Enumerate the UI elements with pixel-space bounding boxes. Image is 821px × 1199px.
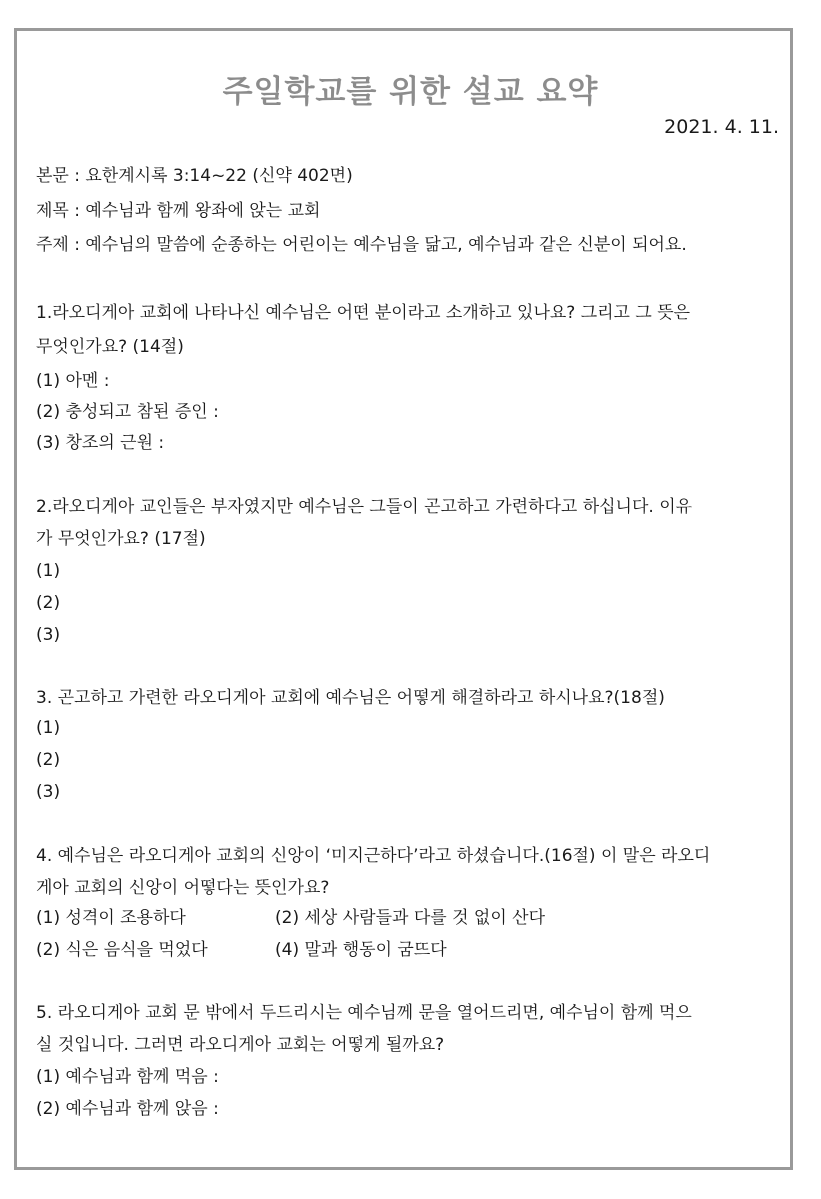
question-5-line-2: 실 것입니다. 그러면 라오디게아 교회는 어떻게 될까요? [36, 1035, 445, 1055]
scripture-reference: 본문 : 요한계시록 3:14~22 (신약 402면) [36, 166, 353, 186]
sermon-subject: 제목 : 예수님과 함께 왕좌에 앉는 교회 [36, 201, 321, 221]
question-2-item: (3) [36, 625, 61, 645]
question-2-item: (1) [36, 561, 61, 581]
question-4-option: (2) 식은 음식을 먹었다 [36, 940, 208, 960]
document-date: 2021. 4. 11. [664, 116, 779, 138]
question-4-line-2: 게아 교회의 신앙이 어떻다는 뜻인가요? [36, 878, 330, 898]
question-5-item: (1) 예수님과 함께 먹음 : [36, 1067, 219, 1087]
question-1-item: (3) 창조의 근원 : [36, 433, 165, 453]
question-2-item: (2) [36, 593, 61, 613]
question-4-line-1: 4. 예수님은 라오디게아 교회의 신앙이 ‘미지근하다’라고 하셨습니다.(16절) 이 말은 라오디 [36, 846, 711, 866]
sermon-theme: 주제 : 예수님의 말씀에 순종하는 어린이는 예수님을 닮고, 예수님과 같은 신분이 되어요. [36, 235, 687, 255]
question-1-line-1: 1.라오디게아 교회에 나타나신 예수님은 어떤 분이라고 소개하고 있나요? 그리고 그 뜻은 [36, 303, 691, 323]
question-3-item: (2) [36, 750, 61, 770]
question-1-item: (1) 아멘 : [36, 371, 110, 391]
question-1-item: (2) 충성되고 참된 증인 : [36, 402, 219, 422]
question-2-line-2: 가 무엇인가요? (17절) [36, 529, 206, 549]
question-2-line-1: 2.라오디게아 교인들은 부자였지만 예수님은 그들이 곤고하고 가련하다고 하십니다. 이유 [36, 497, 693, 517]
question-3-line-1: 3. 곤고하고 가련한 라오디게아 교회에 예수님은 어떻게 해결하라고 하시나요?(18절) [36, 688, 665, 708]
question-4-option: (2) 세상 사람들과 다를 것 없이 산다 [275, 908, 545, 928]
question-4-option: (1) 성격이 조용하다 [36, 908, 186, 928]
question-4-option: (4) 말과 행동이 굼뜨다 [275, 940, 447, 960]
question-5-item: (2) 예수님과 함께 앉음 : [36, 1099, 219, 1119]
question-3-item: (3) [36, 782, 61, 802]
question-1-line-2: 무엇인가요? (14절) [36, 337, 184, 357]
document-title: 주일학교를 위한 설교 요약 [222, 74, 599, 110]
question-3-item: (1) [36, 718, 61, 738]
question-5-line-1: 5. 라오디게아 교회 문 밖에서 두드리시는 예수님께 문을 열어드리면, 예수님이 함께 먹으 [36, 1003, 692, 1023]
